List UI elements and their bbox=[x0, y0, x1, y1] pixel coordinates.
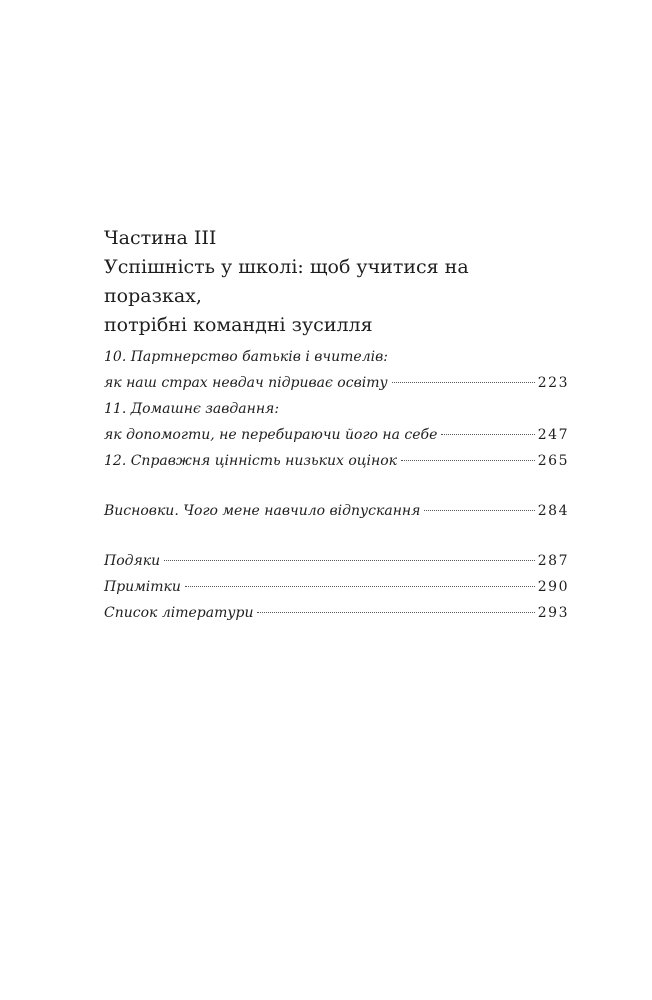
page-number: 287 bbox=[537, 553, 569, 569]
page-number: 284 bbox=[537, 503, 569, 519]
page-number: 265 bbox=[537, 453, 569, 469]
page-number: 247 bbox=[537, 427, 569, 443]
conclusions-title: Висновки. Чого мене навчило відпускання bbox=[104, 503, 421, 519]
chapter-title: 11. Домашнє завдання: bbox=[104, 401, 280, 417]
dot-leader bbox=[257, 612, 534, 613]
acknowledgements-entry[interactable] bbox=[104, 548, 569, 574]
table-of-contents bbox=[104, 224, 569, 626]
page-number: 293 bbox=[537, 605, 569, 621]
section-gap bbox=[104, 524, 569, 548]
acknowledgements-title: Подяки bbox=[104, 553, 161, 569]
bibliography-entry[interactable] bbox=[104, 600, 569, 626]
notes-title: Примітки bbox=[104, 579, 181, 595]
dot-leader bbox=[164, 560, 535, 561]
page-number: 290 bbox=[537, 579, 569, 595]
chapter-subtitle: як наш страх невдач підриває освіту bbox=[104, 375, 388, 391]
chapter-title: 10. Партнерство батьків і вчителів: bbox=[104, 349, 388, 365]
part-title-line-1: Успішність у школі: щоб учитися на поразках, bbox=[104, 256, 469, 307]
chapter-subtitle: як допомогти, не перебираючи його на себе bbox=[104, 427, 438, 443]
part-label: Частина III bbox=[104, 227, 217, 249]
dot-leader bbox=[401, 460, 535, 461]
chapter-11-heading bbox=[104, 396, 569, 422]
part-title bbox=[104, 253, 569, 340]
notes-entry[interactable] bbox=[104, 574, 569, 600]
page-number: 223 bbox=[537, 375, 569, 391]
chapter-title: 12. Справжня цінність низьких оцінок bbox=[104, 453, 398, 469]
chapter-10-entry[interactable] bbox=[104, 370, 569, 396]
chapter-10-heading bbox=[104, 344, 569, 370]
chapter-11-entry[interactable] bbox=[104, 422, 569, 448]
dot-leader bbox=[392, 382, 535, 383]
dot-leader bbox=[441, 434, 534, 435]
conclusions-entry[interactable] bbox=[104, 498, 569, 524]
dot-leader bbox=[185, 586, 535, 587]
chapter-12-entry[interactable] bbox=[104, 448, 569, 474]
bibliography-title: Список літератури bbox=[104, 605, 254, 621]
part-title-line-2: потрібні командні зусилля bbox=[104, 314, 373, 336]
dot-leader bbox=[424, 510, 534, 511]
section-gap bbox=[104, 474, 569, 498]
